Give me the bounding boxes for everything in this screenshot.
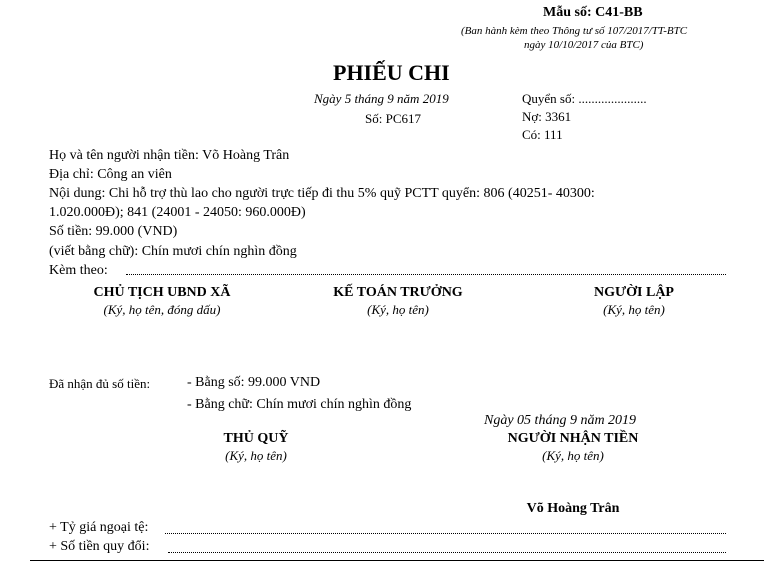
address-line: Địa chỉ: Công an viên bbox=[49, 167, 172, 182]
accountant-note: (Ký, họ tên) bbox=[367, 302, 429, 317]
content-line-2: 1.020.000Đ); 841 (24001 - 24050: 960.000Đ) bbox=[49, 205, 306, 220]
voucher-number: Số: PC617 bbox=[365, 111, 421, 126]
received-by-number: - Bằng số: 99.000 VND bbox=[187, 375, 321, 390]
cashier-note: (Ký, họ tên) bbox=[225, 448, 287, 463]
exchange-rate-dotted-line bbox=[165, 533, 726, 534]
received-label: Đã nhận đủ số tiền: bbox=[49, 376, 151, 391]
content-line-1: Nội dung: Chi hỗ trợ thù lao cho người trực tiếp đi thu 5% quỹ PCTT quyển: 806 (40251- 40300: bbox=[49, 186, 595, 201]
receiver-note: (Ký, họ tên) bbox=[542, 448, 604, 463]
chairman-note: (Ký, họ tên, đóng dấu) bbox=[103, 302, 221, 317]
regulation-line-2: ngày 10/10/2017 của BTC) bbox=[524, 39, 644, 51]
exchange-rate-label: + Tỷ giá ngoại tệ: bbox=[49, 520, 149, 535]
receiver-title: NGƯỜI NHẬN TIỀN bbox=[507, 431, 639, 446]
receiver-name: Võ Hoàng Trân bbox=[526, 501, 620, 516]
accountant-title: KẾ TOÁN TRƯỞNG bbox=[333, 285, 463, 300]
credit-account: Có: 111 bbox=[522, 127, 563, 142]
converted-amount-dotted-line bbox=[168, 552, 726, 553]
chairman-title: CHỦ TỊCH UBND XÃ bbox=[93, 285, 231, 300]
converted-amount-label: + Số tiền quy đổi: bbox=[49, 539, 150, 554]
debit-account: Nợ: 3361 bbox=[522, 109, 572, 124]
book-number: Quyển số: ..................... bbox=[522, 91, 647, 106]
voucher-date: Ngày 5 tháng 9 năm 2019 bbox=[314, 91, 449, 106]
amount-words-line: (viết bằng chữ): Chín mươi chín nghìn đồng bbox=[49, 244, 297, 259]
amount-line: Số tiền: 99.000 (VND) bbox=[49, 224, 178, 239]
attachment-dotted-line bbox=[126, 274, 726, 275]
preparer-title: NGƯỜI LẬP bbox=[594, 285, 674, 300]
received-by-words: - Bằng chữ: Chín mươi chín nghìn đồng bbox=[187, 397, 412, 412]
page-title: PHIẾU CHI bbox=[333, 60, 450, 85]
cashier-title: THỦ QUỸ bbox=[223, 431, 289, 446]
receipt-date: Ngày 05 tháng 9 năm 2019 bbox=[484, 413, 637, 428]
attachment-label: Kèm theo: bbox=[49, 263, 108, 278]
recipient-line: Họ và tên người nhận tiền: Võ Hoàng Trân bbox=[49, 148, 290, 163]
form-code: Mẫu số: C41-BB bbox=[543, 5, 643, 20]
bottom-rule bbox=[30, 560, 764, 561]
regulation-line-1: (Ban hành kèm theo Thông tư số 107/2017/TT-BTC bbox=[461, 25, 688, 37]
preparer-note: (Ký, họ tên) bbox=[603, 302, 665, 317]
